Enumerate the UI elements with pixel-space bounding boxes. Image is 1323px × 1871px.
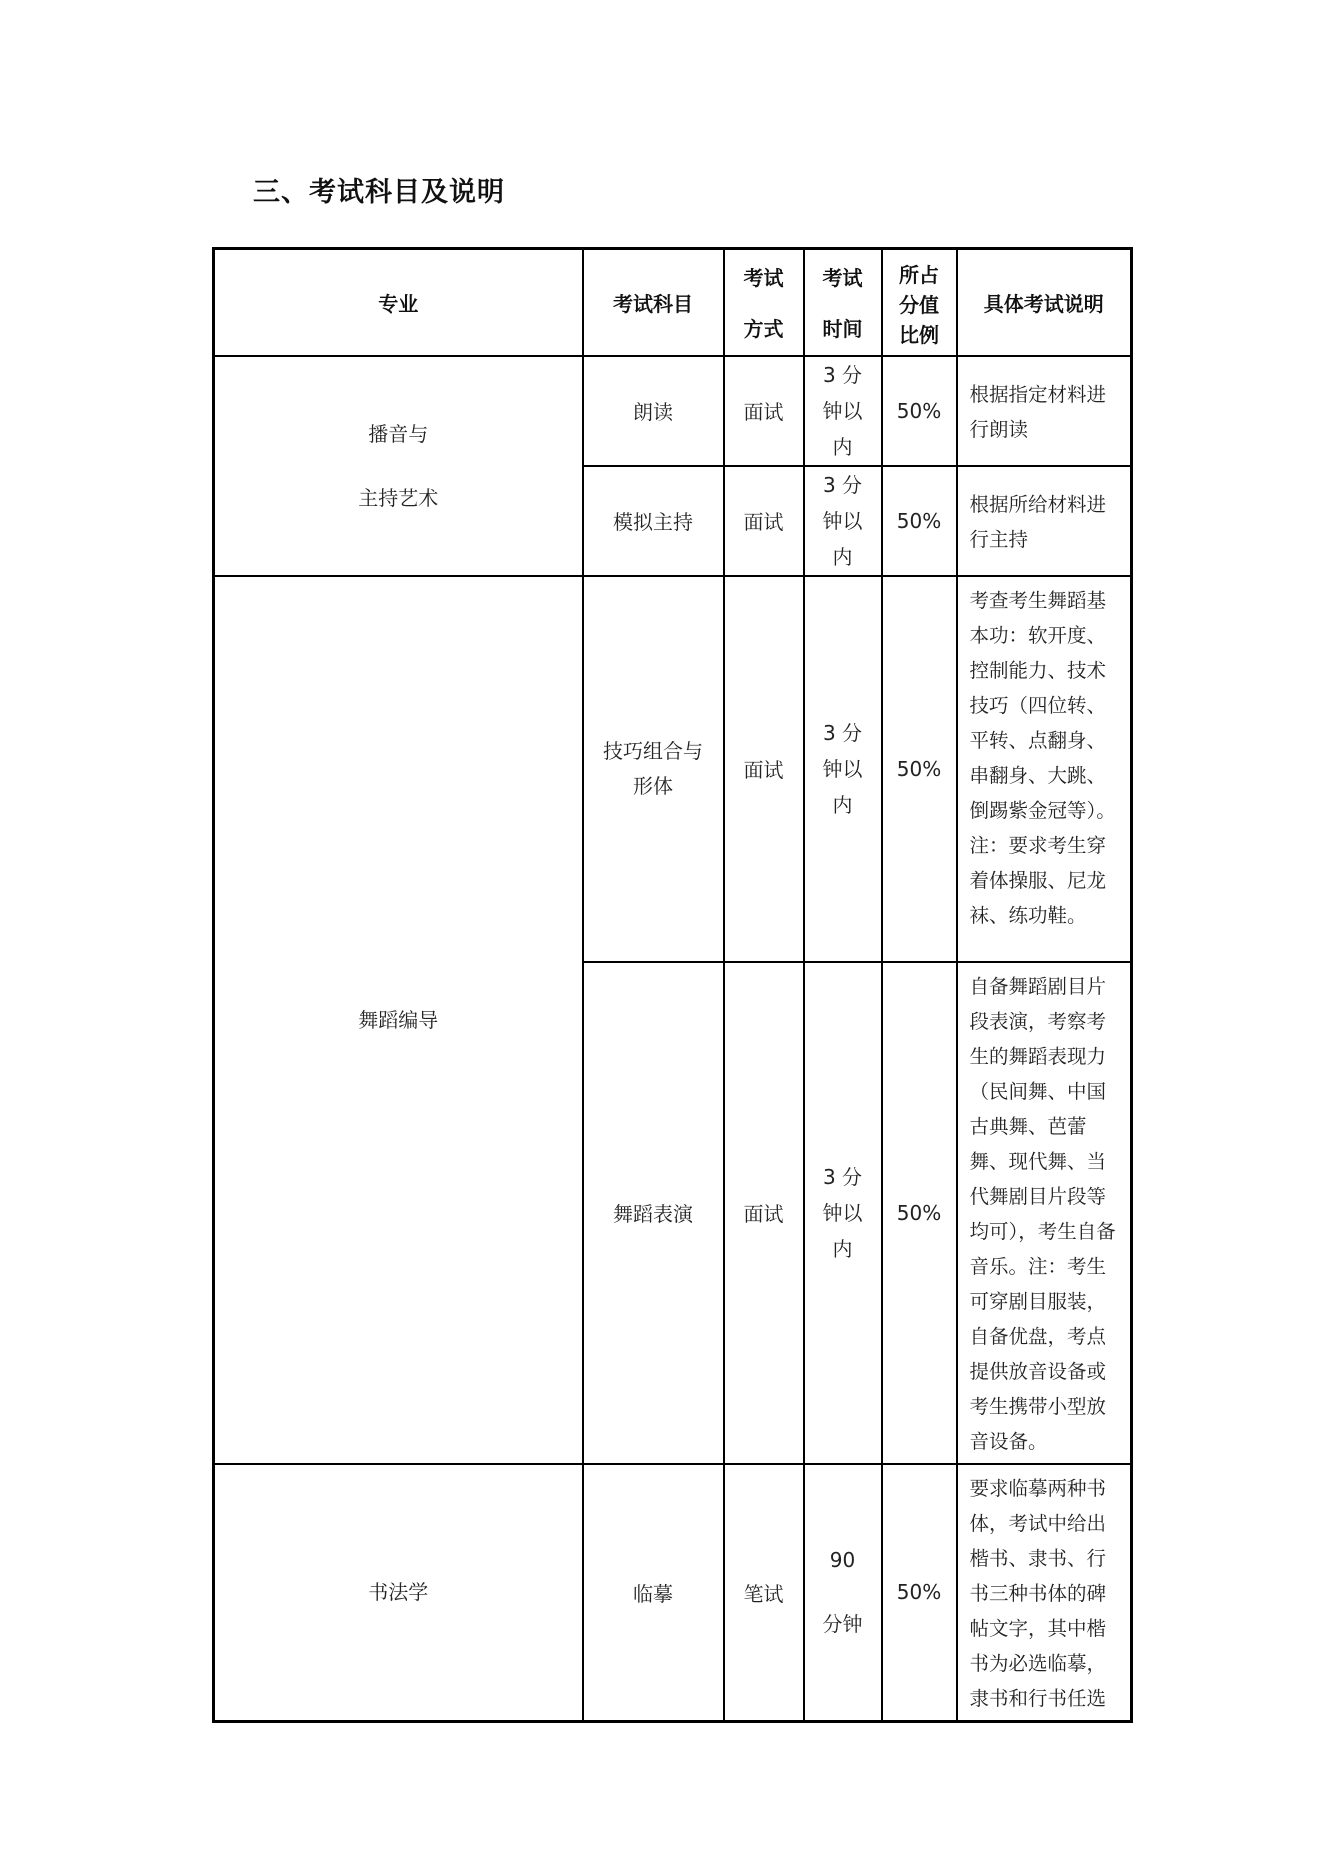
time-cell — [804, 356, 882, 466]
header-method-line: 考试 — [743, 266, 784, 291]
time-line: 钟以 — [822, 1200, 863, 1225]
header-description: 具体考试说明 — [957, 249, 1132, 356]
subject-cell: 模拟主持 — [583, 466, 724, 576]
method-cell: 笔试 — [724, 1464, 804, 1722]
time-line: 钟以 — [822, 398, 863, 423]
description-cell: 要求临摹两种书体，考试中给出楷书、隶书、行书三种书体的碑帖文字，其中楷书为必选临摹，隶书和行书任选 — [957, 1464, 1132, 1722]
header-time — [804, 249, 882, 356]
header-subject: 考试科目 — [583, 249, 724, 356]
table-row — [214, 356, 1132, 466]
major-cell: 舞蹈编导 — [214, 576, 583, 1464]
header-ratio-line: 比例 — [899, 323, 939, 348]
time-line: 3 分 — [822, 362, 863, 387]
time-line: 90 — [829, 1548, 856, 1572]
major-line: 播音与 — [368, 421, 429, 446]
time-line: 钟以 — [822, 756, 863, 781]
time-line: 内 — [832, 1236, 853, 1261]
time-cell — [804, 466, 882, 576]
ratio-cell: 50% — [882, 1464, 957, 1722]
header-method-line: 方式 — [743, 317, 784, 342]
subject-cell: 临摹 — [583, 1464, 724, 1722]
time-line: 内 — [832, 792, 853, 817]
description-cell: 根据指定材料进行朗读 — [957, 356, 1132, 466]
header-ratio — [882, 249, 957, 356]
ratio-cell: 50% — [882, 466, 957, 576]
time-cell — [804, 962, 882, 1464]
time-line: 内 — [832, 544, 853, 569]
time-line: 3 分 — [822, 472, 863, 497]
time-line: 3 分 — [822, 720, 863, 745]
header-time-line: 时间 — [822, 317, 863, 342]
description-cell: 自备舞蹈剧目片段表演，考察考生的舞蹈表现力（民间舞、中国古典舞、芭蕾舞、现代舞、当代舞剧目片段等均可），考生自备音乐。注：考生可穿剧目服装，自备优盘，考点提供放音设备或考生携带小型放音设备。 — [957, 962, 1132, 1464]
method-cell: 面试 — [724, 466, 804, 576]
method-cell: 面试 — [724, 576, 804, 962]
major-cell — [214, 356, 583, 576]
method-cell: 面试 — [724, 356, 804, 466]
major-line: 主持艺术 — [358, 485, 439, 510]
table-row — [214, 1464, 1132, 1722]
ratio-cell: 50% — [882, 576, 957, 962]
description-cell: 考查考生舞蹈基本功：软开度、控制能力、技术技巧（四位转、平转、点翻身、串翻身、大跳、倒踢紫金冠等）。注：要求考生穿着体操服、尼龙袜、练功鞋。 — [957, 576, 1132, 962]
subject-cell: 技巧组合与形体 — [583, 576, 724, 962]
time-line: 3 分 — [822, 1164, 863, 1189]
header-major: 专业 — [214, 249, 583, 356]
time-cell — [804, 1464, 882, 1722]
header-method — [724, 249, 804, 356]
time-cell — [804, 576, 882, 962]
time-line: 内 — [832, 434, 853, 459]
major-cell: 书法学 — [214, 1464, 583, 1722]
subject-cell: 朗读 — [583, 356, 724, 466]
ratio-cell: 50% — [882, 962, 957, 1464]
description-cell: 根据所给材料进行主持 — [957, 466, 1132, 576]
time-line: 钟以 — [822, 508, 863, 533]
table-row — [214, 576, 1132, 962]
ratio-cell: 50% — [882, 356, 957, 466]
method-cell: 面试 — [724, 962, 804, 1464]
subject-cell: 舞蹈表演 — [583, 962, 724, 1464]
header-ratio-line: 分值 — [899, 293, 939, 318]
table-header-row — [214, 249, 1132, 356]
exam-subjects-table — [212, 247, 1133, 1723]
header-time-line: 考试 — [822, 266, 863, 291]
section-heading: 三、考试科目及说明 — [253, 177, 505, 208]
time-line: 分钟 — [822, 1612, 863, 1636]
header-ratio-line: 所占 — [899, 263, 939, 288]
